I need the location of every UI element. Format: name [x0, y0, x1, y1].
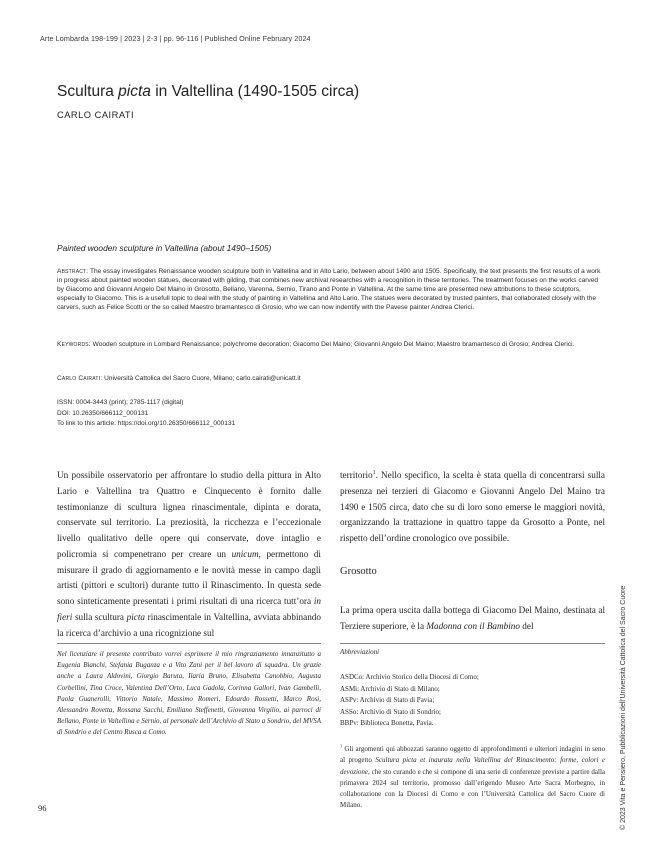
author-name: CARLO CAIRATI: [57, 110, 135, 120]
abbreviations-heading: Abbreviazioni: [340, 648, 380, 656]
body-text-left-column: [57, 468, 321, 641]
abbreviation-item: ASDCo: Archivio Storico della Diocesi di Como;: [340, 673, 479, 681]
body-left-part-4: rinascimentale in Valtellina, avviata abbinando la ricerca d’archivio a una ricognizione sul: [57, 611, 321, 638]
keywords-label: Keywords:: [57, 341, 91, 348]
section-body-text: [340, 603, 605, 635]
body-left-part-3: sulla scultura: [72, 611, 127, 622]
doi: DOI: 10.26350/666112_000131: [57, 409, 149, 417]
body-right-part-1: territorio: [340, 470, 373, 480]
body-right-part-2: . Nello specifico, la scelta è stata quella di concentrarsi sulla presenza nei terzieri di Giacomo e Giovanni Angelo Del Maino tra 1490 e 1505 circa, dato che su di loro sono emerse le maggiori novità, organizzando la trattazione in quattro tappe da Grosotto a Ponte, nel rispetto dell’ordine cronologico ove possibile.: [340, 470, 605, 543]
abstract-label: Abstract:: [57, 268, 89, 275]
footnote-italic-title: Scultura picta et inaurata nella Valtellina del Rinascimento: forme, colori e devozione: [340, 756, 605, 776]
abstract: [57, 267, 605, 312]
footnote-1: [340, 744, 605, 812]
article-link[interactable]: To link to this article: https://doi.org/10.26350/666112_000131: [57, 420, 236, 428]
footnote-divider-right: [340, 643, 605, 644]
running-head: Arte Lombarda 198-199 | 2023 | 2-3 | pp. 96-116 | Published Online February 2024: [40, 34, 311, 43]
footnote-part-1: Gli argomenti qui abbozzati saranno oggetto di approfondimenti e ulteriori indagini in seno al progetto: [340, 745, 605, 765]
footnote-part-2: , che sto curando e che si compone di una serie di conferenze previste a partire dalla primavera 2024 sul territorio, promosso dall’erigendo Museo Arte Sacra Morbegno, in collaborazione con la Diocesi di Como e con l’Università Cattolica del Sacro Cuore di Milano.: [340, 767, 605, 810]
body-left-part-1: Un possibile osservatorio per affrontare lo studio della pittura in Alto Lario e Valtellina tra Quattro e Cinquecento è fornito dalle testimonianze di scultura lignea rinascimentale, dipinta e dorata, conservate sul territorio. La preziosità, la ricchezza e l’eccezionale livello qualitativo delle opere qui conservate, dove intaglio e policromia si compenetrano per creare un: [57, 470, 321, 559]
affiliation-text: Università Cattolica del Sacro Cuore, Milano; carlo.cairati@unicatt.it: [104, 375, 301, 382]
section-body-part-2: del: [520, 620, 534, 631]
keywords: [57, 340, 605, 349]
title-italic-picta: picta: [118, 83, 151, 100]
body-left-part-2: , permettono di misurare il grado di aggiornamento e le novità messe in campo dagli artisti (pittori e scultori) durante tutto il Rinascimento. In questa sede sono sinteticamente presentati i primi risultati di una ricerca tutt’ora: [57, 548, 321, 606]
section-body-part-1: La prima opera uscita dalla bottega di Giacomo Del Maino, destinata al Terziere superiore, è la: [340, 605, 605, 631]
footnote-divider-left: [57, 643, 321, 644]
title-part-2: in Valtellina (1490-1505 circa): [150, 83, 360, 100]
keywords-text: Wooden sculpture in Lombard Renaissance; polychrome decoration; Giacomo Del Maino; Giovanni Angelo Del Maino; Maestro bramantesco di Grosio; Andrea Clerici.: [92, 341, 575, 348]
abbreviations-list: [340, 672, 605, 730]
affiliation-name: Carlo Cairati:: [57, 375, 103, 382]
body-left-italic-in-fieri: in fieri: [57, 596, 321, 622]
abbreviation-item: BBPv: Biblioteca Bonetta, Pavia.: [340, 719, 434, 727]
issn: ISSN: 0004-3443 (print); 2785-1117 (digital): [57, 399, 184, 406]
abbreviation-item: ASSo: Archivio di Stato di Sondrio;: [340, 707, 441, 716]
english-title: Painted wooden sculpture in Valtellina (about 1490–1505): [57, 243, 272, 253]
article-title: [57, 83, 359, 101]
title-part-1: Scultura: [57, 83, 119, 100]
acknowledgement-note: Nel licenziare il presente contributo vorrei esprimere il mio ringraziamento innanzitutto a Eugenia Bianchi, Stefania Buganza e a Vito Zani per il bel lavoro di squadra. Un grazie anche a Laura Aldovini, Giorgio Baruta, Ilaria Bruno, Elisabetta Canobbio, Augusta Corbellini, Tina Croce, Valentina Dell’Orto, Luca Gadola, Corinna Gallori, Ivan Gambelli, Paola Guanerolli, Vittorio Natale, Massimo Romeri, Edoardo Rossetti, Marco Rosi, Alessandro Rovetta, Rossana Sacchi, Emiliano Steffenetti, Giovanna Virgilio, ai parroci di Bellano, Ponte in Valtellina e Sernio, al personale dell’Archivio di Stato a Sondrio, del MVSA di Sondrio e del Centro Rusca a Como.: [57, 650, 321, 737]
vertical-copyright: © 2023 Vita e Pensiero, Pubblicazioni dell’Università Cattolica del Sacro Cuore: [620, 585, 627, 830]
section-body-italic: Madonna con il Bambino: [426, 620, 520, 631]
body-left-italic-unicum: unicum: [231, 548, 259, 559]
author-affiliation: [57, 374, 605, 383]
abbreviation-item: ASMi: Archivio di Stato di Milano;: [340, 684, 440, 693]
abstract-text: The essay investigates Renaissance wooden sculpture both in Valtellina and in Alto Lario, between about 1490 and 1505. Specifically, the text presents the first results of a work in progress about painted wooden statues, decorated with gilding, that combines new archival researches with a recognition in these territories. The treatment focuses on the works carved by Giacomo and Giovanni Angelo Del Maino in Grosotto, Bellano, Varenna, Sernio, Tirano and Ponte in Valtellina. At the same time are presented new attributions to these sculptors, especially to Giacomo. This is a usefull topic to deal with the study of painting in Valtellina and Alto Lario. The statues were decorated by trusted painters, that collaborated closely with the carvers, such as Felice Scotti or the so called Maestro bramantesco di Grosio, who we can now indentify with the Pavese painter Andrea Clerici.: [57, 268, 601, 311]
body-left-italic-picta: picta: [126, 611, 146, 622]
footnote-reference[interactable]: 1: [372, 469, 376, 476]
page-number: 96: [38, 803, 47, 813]
body-text-right-column: [340, 468, 605, 547]
article-identifiers: [57, 398, 605, 430]
abbreviation-item: ASPv: Archivio di Stato di Pavia;: [340, 696, 435, 704]
footnote-number: 1: [340, 743, 343, 749]
section-heading: Grosotto: [340, 566, 377, 577]
